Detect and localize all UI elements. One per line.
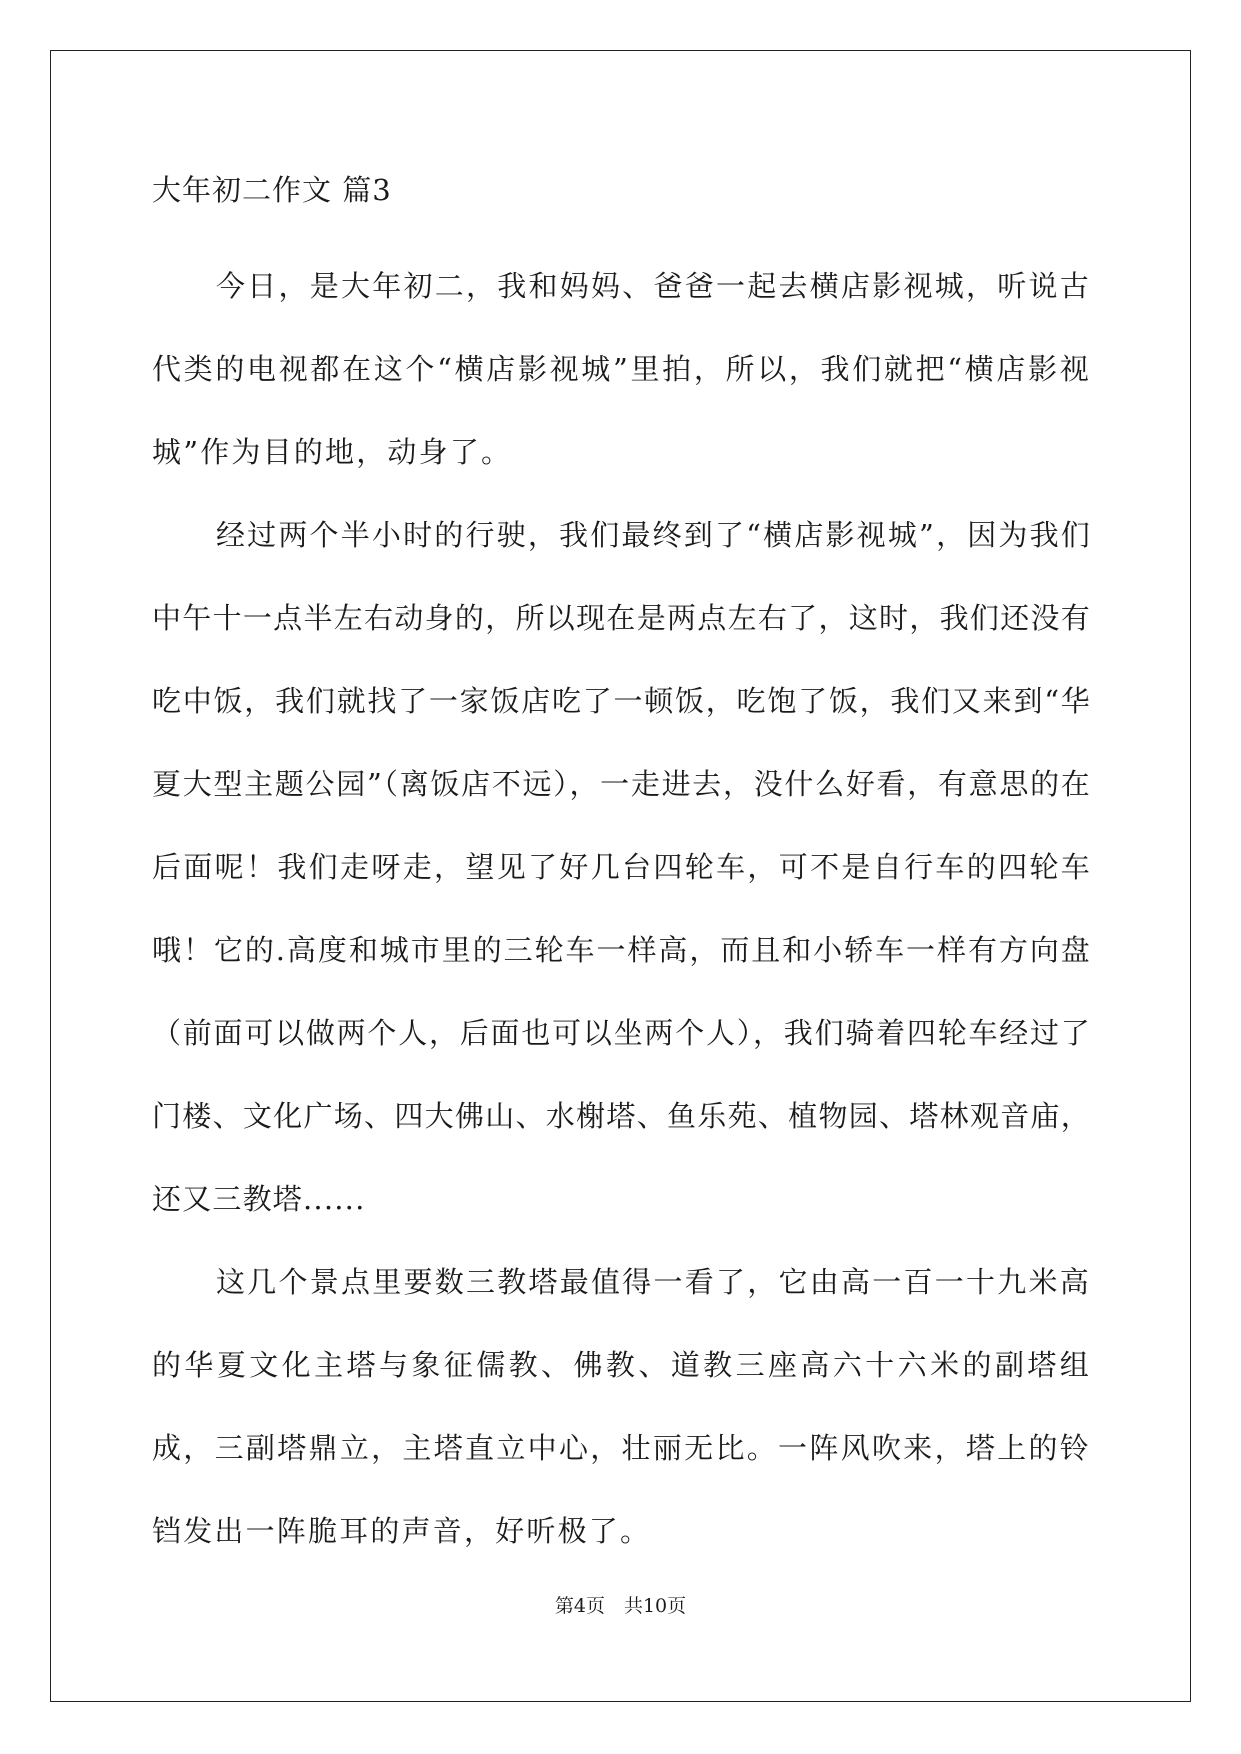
section-heading: 大年初二作文 篇3 [152, 173, 392, 207]
paragraph-2: 经过两个半小时的行驶，我们最终到了“横店影视城”，因为我们中午十一点半左右动身的，所以现在是两点左右了，这时，我们还没有吃中饭，我们就找了一家饭店吃了一顿饭，吃饱了饭，我们又来到“华夏大型主题公园”（离饭店不远），一走进去，没什么好看，有意思的在后面呢！我们走呀走，望见了好几台四轮车，可不是自行车的四轮车哦！它的.高度和城市里的三轮车一样高，而且和小轿车一样有方向盘（前面可以做两个人，后面也可以坐两个人），我们骑着四轮车经过了门楼、文化广场、四大佛山、水榭塔、鱼乐苑、植物园、塔林观音庙，还又三教塔...... [152, 518, 1091, 1216]
page-number: 第4页 共10页 [554, 1595, 687, 1617]
paragraph-3: 这几个景点里要数三教塔最值得一看了，它由高一百一十九米高的华夏文化主塔与象征儒教、佛教、道教三座高六十六米的副塔组成，三副塔鼎立，主塔直立中心，壮丽无比。一阵风吹来，塔上的铃铛发出一阵脆耳的声音，好听极了。 [152, 1265, 1091, 1548]
article-body [152, 245, 1091, 1573]
page-footer [0, 1594, 1241, 1618]
paragraph-1: 今日，是大年初二，我和妈妈、爸爸一起去横店影视城，听说古代类的电视都在这个“横店影视城”里拍，所以，我们就把“横店影视城”作为目的地，动身了。 [152, 269, 1091, 469]
